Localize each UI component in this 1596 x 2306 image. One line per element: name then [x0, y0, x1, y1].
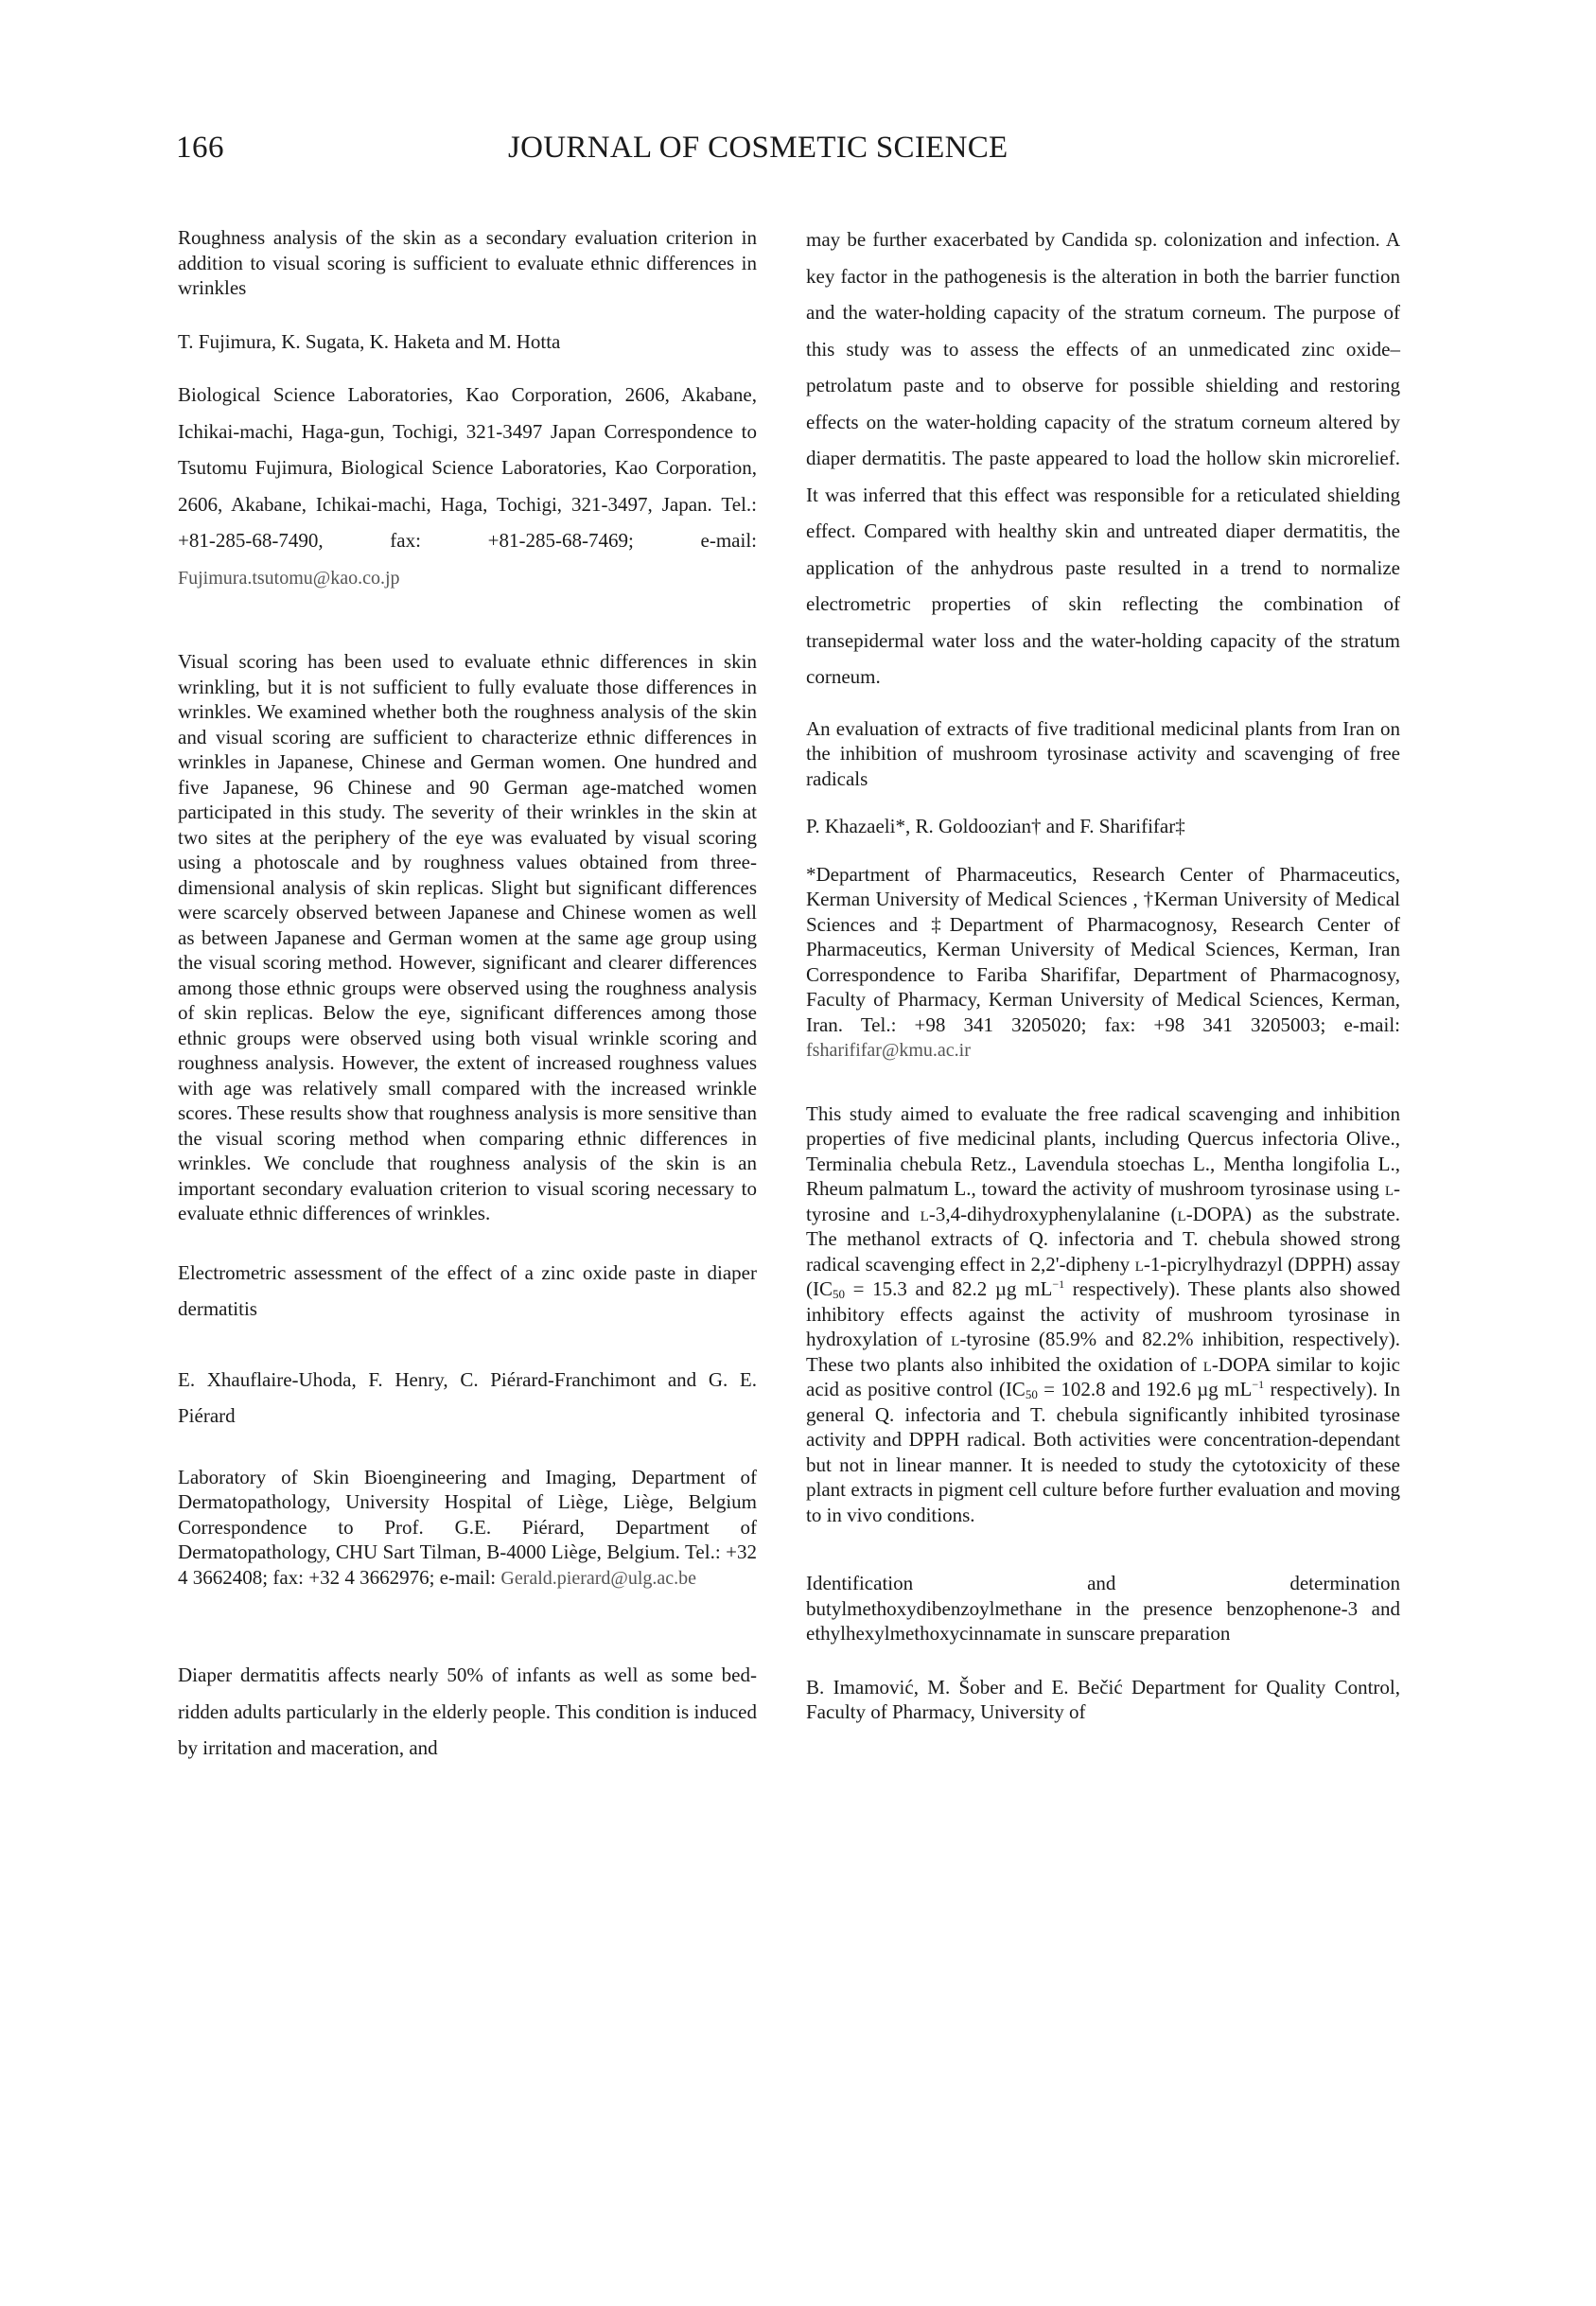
article-abstract-continued: may be further exacerbated by Candida sp. colonization and infection. A key factor in the pathogenesis is the alteration in both the barrier function and the water-holding capacity of the stratum corneum. The purpose of this study was to assess the effects of an unmedicated zinc oxide–petrolatum paste and to observe for possible shielding and restoring effects on the water-holding capacity of the stratum corneum altered by diaper dermatitis. The paste appeared to load the hollow skin microrelief. It was inferred that this effect was responsible for a reticulated shielding effect. Compared with healthy skin and untreated diaper dermatitis, the application of the anhydrous paste resulted in a trend to normalize electrometric properties of skin reflecting the combination of transepidermal water loss and the water-holding capacity of the stratum corneum. — [806, 228, 1400, 688]
article-title: butylmethoxydibenzoylmethane in the presence benzophenone-3 and ethylhexylmethoxycinnamate in sunscare preparation — [806, 1596, 1400, 1645]
abstract-text: = 102.8 and 192.6 µg mL — [1037, 1378, 1253, 1400]
affiliation-text: Laboratory of Skin Bioengineering and Imaging, Department of Dermatopathology, University Hospital of Liège, Liège, Belgium Correspondence to Prof. G.E. Piérard, Department of Dermatopathology, CHU Sart Tilman, B-4000 Liège, Belgium. Tel.: +32 4 3662408; fax: +32 4 3662976; e-mail: — [178, 1465, 757, 1589]
article-title: Electrometric assessment of the effect of a zinc oxide paste in diaper dermatitis — [178, 1260, 757, 1320]
subscript: 50 — [833, 1287, 845, 1301]
article-authors: T. Fujimura, K. Sugata, K. Haketa and M. Hotta — [178, 329, 561, 353]
left-column — [178, 225, 757, 1767]
abstract-text: respectively). In general Q. infectoria and T. chebula significantly inhibited tyrosinase activity and DPPH radical. Both activities were concentration-dependant but not in linear manner. It is needed to study the cytotoxicity of these plant extracts in pigment cell culture before further evaluation and moving to in vivo conditions. — [806, 1378, 1400, 1526]
article-authors: B. Imamović, M. Šober and E. Bečić Department for Quality Control, Faculty of Pharmacy, University of — [806, 1675, 1400, 1723]
abstract-text: -1-picrylhydrazyl (DPPH) assay (IC — [806, 1252, 1401, 1300]
abstract-text: -3,4-dihydroxyphenylalanine ( — [928, 1202, 1178, 1225]
article-affiliation — [178, 377, 757, 596]
article-abstract: Diaper dermatitis affects nearly 50% of infants as well as some bed-ridden adults particularly in the elderly people. This condition is induced by irritation and maceration, and — [178, 1663, 757, 1759]
small-caps-l: l — [920, 1202, 929, 1225]
page-header — [0, 131, 1596, 178]
superscript: −1 — [1252, 1378, 1265, 1391]
article-abstract: Visual scoring has been used to evaluate ethnic differences in skin wrinkling, but it is not sufficient to fully evaluate those differences in wrinkles. We examined whether both the roughness analysis of the skin and visual scoring are sufficient to characterize ethnic differences in wrinkles in Japanese, Chinese and German women. One hundred and five Japanese, 96 Chinese and 90 German age-matched women participated in this study. The severity of their wrinkles in the skin at two sites at the periphery of the eye was evaluated by visual scoring using a photoscale and by roughness values obtained from three-dimensional analysis of skin replicas. Slight but significant differences were scarcely observed between Japanese and Chinese women as well as between Japanese and German women at the same age group using the visual scoring method. However, significant and clearer differences among those ethnic groups were observed using the roughness analysis of skin replicas. Below the eye, significant differences among those ethnic groups were observed using both visual wrinkle scoring and roughness analysis. However, the extent of increased roughness values with age was relatively small compared with the increased wrinkle scores. These results show that roughness analysis is more sensitive than the visual scoring method when comparing ethnic differences in wrinkles. We conclude that roughness analysis of the skin is an important secondary evaluation criterion to visual scoring necessary to evaluate ethnic differences of wrinkles. — [178, 650, 757, 1224]
abstract-text: This study aimed to evaluate the free radical scavenging and inhibition properties of five medicinal plants, including Quercus infectoria Olive., Terminalia chebula Retz., Lavendula stoechas L., Mentha longifolia L., Rheum palmatum L., toward the activity of mushroom tyrosinase using — [806, 1101, 1400, 1200]
article-title: Roughness analysis of the skin as a secondary evaluation criterion in addition to visual scoring is sufficient to evaluate ethnic differences in wrinkles — [178, 226, 757, 299]
article-affiliation — [178, 1465, 757, 1592]
small-caps-l: l — [1384, 1177, 1394, 1200]
article-abstract — [806, 1101, 1400, 1528]
journal-title: JOURNAL OF COSMETIC SCIENCE — [508, 131, 1008, 165]
small-caps-l: l — [951, 1328, 960, 1350]
superscript: −1 — [1052, 1277, 1065, 1291]
right-column — [806, 225, 1400, 1725]
abstract-text: -tyrosine (85.9% and 82.2% inhibition, respectively). These two plants also inhibited the oxidation of — [806, 1328, 1400, 1376]
affiliation-text: Biological Science Laboratories, Kao Corporation, 2606, Akabane, Ichikai-machi, Haga-gun, Tochigi, 321-3497 Japan Correspondence to Tsutomu Fujimura, Biological Science Laboratories, Kao Corporation, 2606, Akabane, Ichikai-machi, Haga, Tochigi, 321-3497, Japan. Tel.: +81-285-68-7490, fax: +81-285-68-7469; e-mail: — [178, 383, 757, 552]
abstract-text: = 15.3 and 82.2 µg mL — [845, 1277, 1053, 1300]
article-authors: E. Xhauflaire-Uhoda, F. Henry, C. Piérard-Franchimont and G. E. Piérard — [178, 1367, 757, 1427]
page-number: 166 — [176, 131, 224, 165]
small-caps-l: l — [1134, 1252, 1144, 1276]
article-title: An evaluation of extracts of five traditional medicinal plants from Iran on the inhibition of mushroom tyrosinase activity and scavenging of free radicals — [806, 716, 1400, 790]
email-link[interactable]: fsharififar@kmu.ac.ir — [806, 1040, 971, 1061]
small-caps-l: l — [1177, 1202, 1186, 1225]
article-title-line1: Identification and determination — [806, 1572, 1400, 1594]
abstract-text: -tyrosine and — [806, 1177, 1400, 1225]
small-caps-l: l — [1202, 1352, 1212, 1376]
article-affiliation — [806, 862, 1400, 1064]
abstract-text: respectively). These plants also showed inhibitory effects against the activity of mushroom tyrosinase in hydroxylation of — [806, 1277, 1400, 1350]
affiliation-text: *Department of Pharmaceutics, Research Center of Pharmaceutics, Kerman University of Medical Sciences , †Kerman University of Medical Sciences and ‡Department of Pharmacognosy, Research Center of Pharmaceutics, Kerman University of Medical Sciences, Kerman, Iran Correspondence to Fariba Sharififar, Department of Pharmacognosy, Faculty of Pharmacy, Kerman University of Medical Sciences, Kerman, Iran. Tel.: +98 341 3205020; fax: +98 341 3205003; e-mail: — [806, 862, 1400, 1036]
subscript: 50 — [1025, 1387, 1038, 1401]
article-authors: P. Khazaeli*, R. Goldoozian† and F. Sharififar‡ — [806, 815, 1185, 837]
email-link[interactable]: Gerald.pierard@ulg.ac.be — [500, 1567, 697, 1589]
email-link[interactable]: Fujimura.tsutomu@kao.co.jp — [178, 567, 400, 589]
abstract-text: -DOPA) as the substrate. The methanol extracts of Q. infectoria and T. chebula showed strong radical scavenging effect in 2,2'-dipheny — [806, 1202, 1401, 1276]
abstract-text: -DOPA similar to kojic acid as positive control (IC — [806, 1352, 1400, 1400]
